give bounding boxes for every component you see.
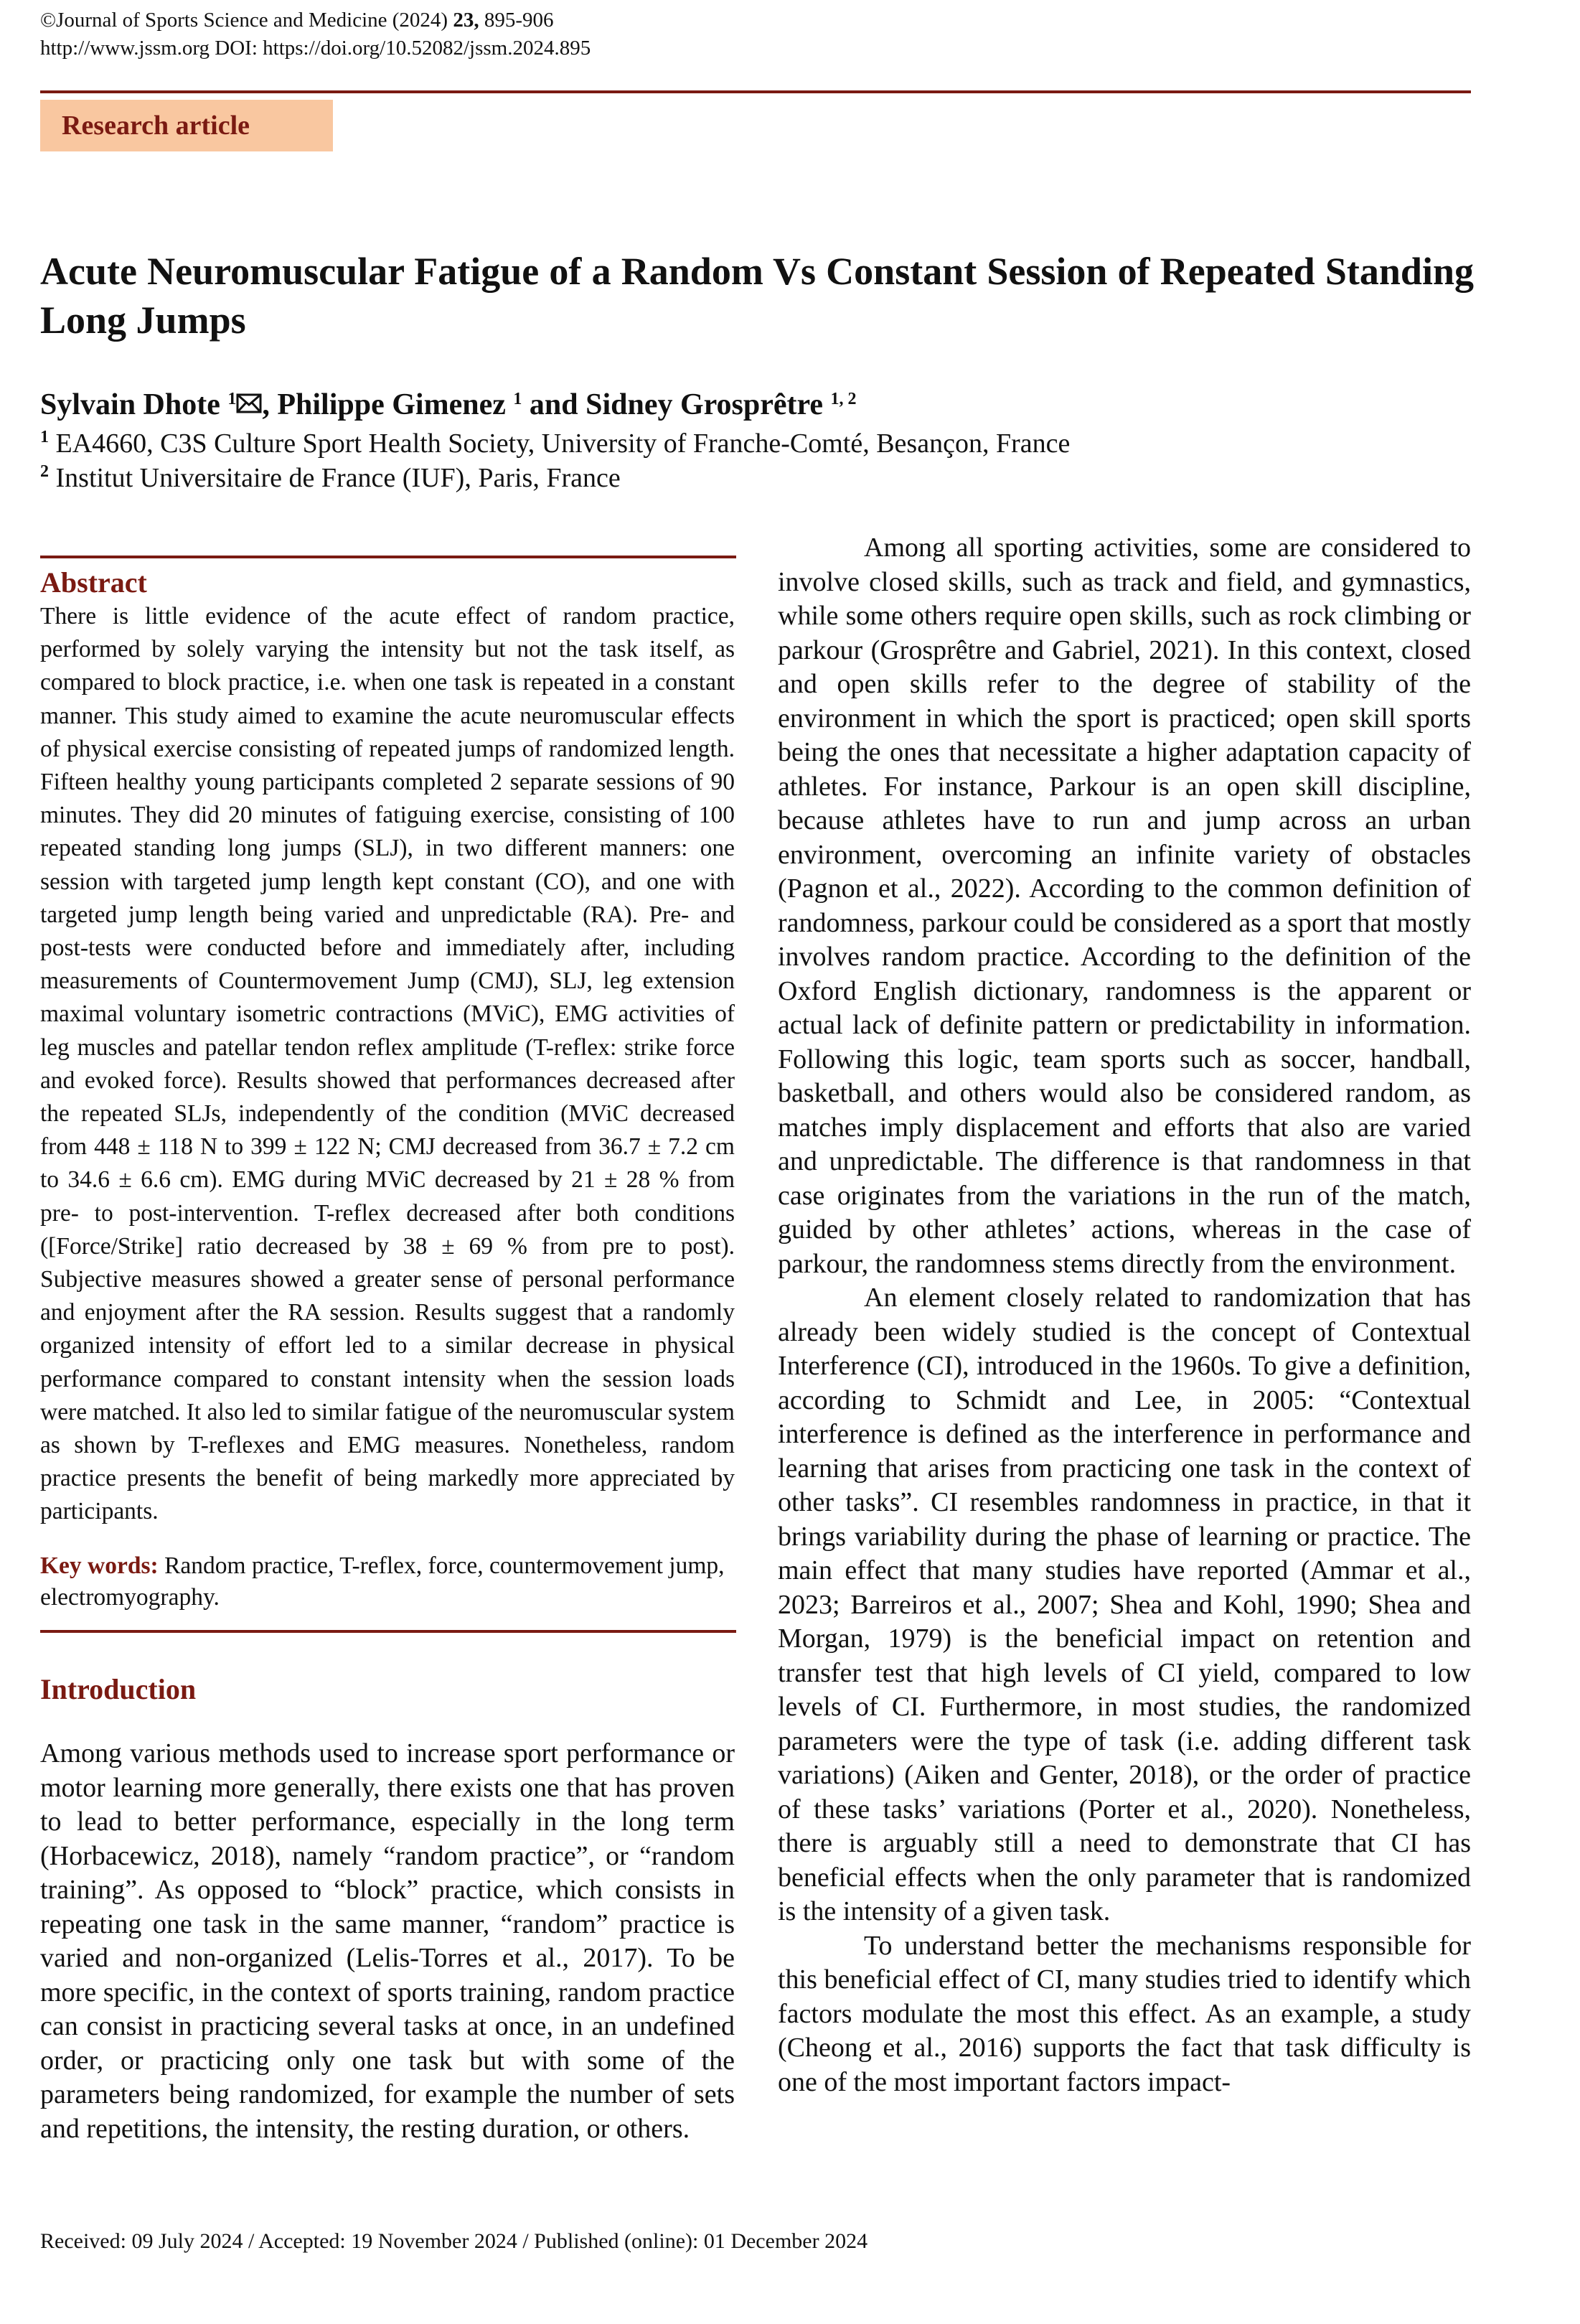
paragraph: To understand better the mechanisms responsible for this beneficial effect of CI, many studies tried to identify which factors modulate the most this effect. As an example, a study (Cheong et al., 2016) supports the fact that task difficulty is one of the most important factors impact- bbox=[778, 1930, 1471, 2097]
author-sup: 1, 2 bbox=[830, 390, 857, 408]
paragraph: Among various methods used to increase sport performance or motor learning more generally, there exists one that has proven to lead to better performance, especially in the long term (Horbacewicz, 2018), namely “random practice”, or “random training”. As opposed to “block” practice, which consists in repeating one task in the same manner, “random” practice is varied and non-organized (Lelis-Torres et al., 2017). To be more specific, in the context of sports training, random practice can consist in practicing several tasks at once, in an undefined order, or practicing only one task but with some of the parameters being randomized, for example the number of sets and repetitions, the intensity, the resting duration, or others. bbox=[40, 1738, 735, 2144]
abstract-bottom-rule bbox=[40, 1630, 736, 1633]
paragraph: An element closely related to randomization that has already been widely studied is the concept of Contextual Interference (CI), introduced in the 1960s. To give a definition, according to Schmidt and Lee, in 2005: “Contextual interference is defined as the interference in performance and learning that arises from practicing one task in the context of other tasks”. CI resembles randomness in practice, in that it brings variability during the phase of learning or practice. The main effect that many studies have reported (Ammar et al., 2023; Barreiros et al., 2007; Shea and Kohl, 1990; Shea and Morgan, 1979) is the beneficial impact on retention and transfer test that high levels of CI yield, compared to low levels of CI. Furthermore, in most studies, the randomized parameters were the type of task (i.e. adding different task variations) (Aiken and Genter, 2018), or the order of practice of these tasks’ variations (Porter et al., 2020). Nonetheless, there is arguably still a need to demonstrate that CI has beneficial effects when the only parameter that is randomized is the intensity of a given task. bbox=[778, 1283, 1471, 1926]
abstract-top-rule bbox=[40, 556, 736, 558]
article-title: Acute Neuromuscular Fatigue of a Random Vs Constant Session of Repeated Standing Long Jumps bbox=[40, 250, 1474, 342]
affiliation-text: Institut Universitaire de France (IUF), Paris, France bbox=[49, 463, 621, 493]
keywords-label: Key words: bbox=[40, 1552, 159, 1579]
abstract-text: There is little evidence of the acute effect of random practice, performed by solely varying the intensity but not the task itself, as compared to block practice, i.e. when one task is repeated in a constant manner. This study aimed to examine the acute neuromuscular effects of physical exercise consisting of repeated jumps of randomized length. Fifteen healthy young participants completed 2 separate sessions of 90 minutes. They did 20 minutes of fatiguing exercise, consisting of 100 repeated standing long jumps (SLJ), in two different manners: one session with targeted jump length kept constant (CO), and one with targeted jump length being varied and unpredictable (RA). Pre- and post-tests were conducted before and immediately after, including measurements of Countermovement Jump (CMJ), SLJ, leg extension maximal voluntary isometric contractions (MViC), EMG activities of leg muscles and patellar tendon reflex amplitude (T-reflex: strike force and evoked force). Results showed that performances decreased after the repeated SLJs, independently of the condition (MViC decreased from 448 ± 118 N to 399 ± 122 N; CMJ decreased from 36.7 ± 7.2 cm to 34.6 ± 6.6 cm). EMG during MViC decreased by 21 ± 28 % from pre- to post-intervention. T-reflex decreased after both conditions ([Force/Strike] ratio decreased by 38 ± 69 % from pre to post). Subjective measures showed a greater sense of personal performance and enjoyment after the RA session. Results suggest that a randomly organized intensity of effort led to a similar decrease in physical performance compared to constant intensity when the session loads were matched. It also led to similar fatigue of the neuromuscular system as shown by T-reflexes and EMG measures. Nonetheless, random practice presents the benefit of being markedly more appreciated by participants. bbox=[40, 603, 735, 1525]
journal-citation: ©Journal of Sports Science and Medicine (2024) 23, 895-906 bbox=[40, 9, 554, 32]
keywords-text: Random practice, T-reflex, force, countermovement jump, electromyography. bbox=[40, 1552, 725, 1611]
affiliation-1 bbox=[40, 428, 1070, 459]
author-sup: 1 bbox=[513, 390, 522, 408]
journal-doi: http://www.jssm.org DOI: https://doi.org/10.52082/jssm.2024.895 bbox=[40, 37, 591, 60]
mail-icon[interactable] bbox=[236, 388, 262, 422]
article-type-label: Research article bbox=[62, 111, 250, 141]
affiliation-sup: 2 bbox=[40, 462, 49, 481]
author-name: , Philippe Gimenez bbox=[262, 388, 514, 421]
author-name: and Sidney Grosprêtre bbox=[522, 388, 831, 421]
publication-dates: Received: 09 July 2024 / Accepted: 19 November 2024 / Published (online): 01 December 2024 bbox=[40, 2229, 868, 2253]
author-name: Sylvain Dhote bbox=[40, 388, 228, 421]
affiliation-text: EA4660, C3S Culture Sport Health Society, University of Franche-Comté, Besançon, France bbox=[49, 428, 1071, 459]
paragraph: Among all sporting activities, some are considered to involve closed skills, such as track and field, and gymnastics, while some others require open skills, such as rock climbing or parkour (Grosprêtre and Gabriel, 2021). In this context, closed and open skills refer to the degree of stability of the environment in which the sport is practiced; open skill sports being the ones that necessitate a higher adaptation capacity of athletes. For instance, Parkour is an open skill discipline, because athletes have to run and jump across an urban environment, overcoming an infinite variety of obstacles (Pagnon et al., 2022). According to the common definition of randomness, parkour could be considered as a sport that mostly involves random practice. According to the definition of the Oxford English dictionary, randomness is the apparent or actual lack of definite pattern or predictability in information. Following this logic, team sports such as soccer, handball, basketball, and others would also be considered random, as matches imply displacement and efforts that also are varied and unpredictable. The difference is that randomness in that case originates from the variations in the run of the match, guided by other athletes’ actions, whereas in the case of parkour, the randomness stems directly from the environment. bbox=[778, 533, 1471, 1279]
keywords bbox=[40, 1550, 735, 1613]
abstract-heading: Abstract bbox=[40, 566, 147, 599]
author-sup: 1 bbox=[227, 390, 237, 408]
affiliation-sup: 1 bbox=[40, 428, 49, 446]
introduction-heading: Introduction bbox=[40, 1673, 197, 1705]
affiliation-2 bbox=[40, 462, 621, 494]
author-list bbox=[40, 388, 857, 422]
right-column-body bbox=[778, 531, 1471, 2099]
introduction-body bbox=[40, 1737, 735, 2146]
header-rule bbox=[40, 90, 1471, 93]
article-type-badge bbox=[40, 100, 333, 151]
